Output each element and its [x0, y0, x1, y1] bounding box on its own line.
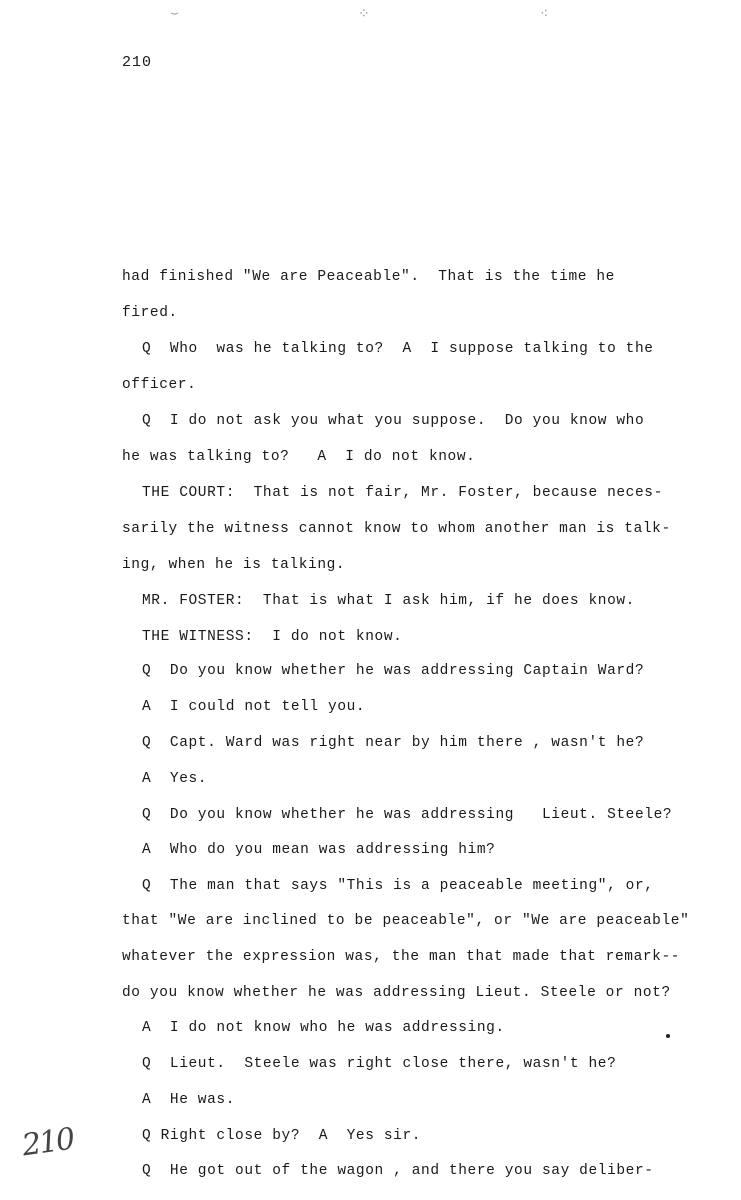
transcript-line: fired.: [122, 305, 178, 321]
transcript-line: A Yes.: [142, 771, 208, 787]
scan-artifact: ⁘: [358, 7, 370, 23]
transcript-line: he was talking to? A I do not know.: [122, 449, 476, 465]
transcript-line: whatever the expression was, the man that made that remark--: [122, 949, 681, 965]
scan-artifact: ⁖: [540, 7, 549, 23]
transcript-line: Q The man that says "This is a peaceable meeting", or,: [142, 878, 654, 894]
transcript-line: that "We are inclined to be peaceable", or "We are peaceable": [122, 913, 690, 929]
transcript-line: MR. FOSTER: That is what I ask him, if he does know.: [142, 593, 635, 609]
transcript-line: A I could not tell you.: [142, 699, 366, 715]
transcript-line: officer.: [122, 377, 197, 393]
transcript-line: A He was.: [142, 1092, 236, 1108]
transcript-line: Q Who was he talking to? A I suppose talking to the: [142, 341, 654, 357]
page-number: 210: [122, 54, 153, 71]
transcript-line: ing, when he is talking.: [122, 557, 346, 573]
transcript-line: Q Right close by? A Yes sir.: [142, 1128, 422, 1144]
scan-artifact: ⌣: [170, 6, 180, 22]
handwritten-page-mark: 210: [19, 1121, 76, 1164]
transcript-line: THE COURT: That is not fair, Mr. Foster, because neces-: [142, 485, 663, 501]
transcript-line: A I do not know who he was addressing.: [142, 1020, 505, 1036]
transcript-line: THE WITNESS: I do not know.: [142, 629, 403, 645]
transcript-line: Q Do you know whether he was addressing Captain Ward?: [142, 663, 645, 679]
transcript-line: A Who do you mean was addressing him?: [142, 842, 496, 858]
transcript-line: Q I do not ask you what you suppose. Do you know who: [142, 413, 645, 429]
transcript-line: Q He got out of the wagon , and there you say deliber-: [142, 1163, 654, 1179]
transcript-line: Q Lieut. Steele was right close there, wasn't he?: [142, 1056, 617, 1072]
transcript-line: Q Do you know whether he was addressing Lieut. Steele?: [142, 807, 673, 823]
transcript-line: do you know whether he was addressing Lieut. Steele or not?: [122, 985, 671, 1001]
ink-dot: [666, 1034, 670, 1038]
transcript-line: Q Capt. Ward was right near by him there , wasn't he?: [142, 735, 645, 751]
transcript-line: had finished "We are Peaceable". That is the time he: [122, 269, 615, 285]
transcript-line: sarily the witness cannot know to whom another man is talk-: [122, 521, 671, 537]
